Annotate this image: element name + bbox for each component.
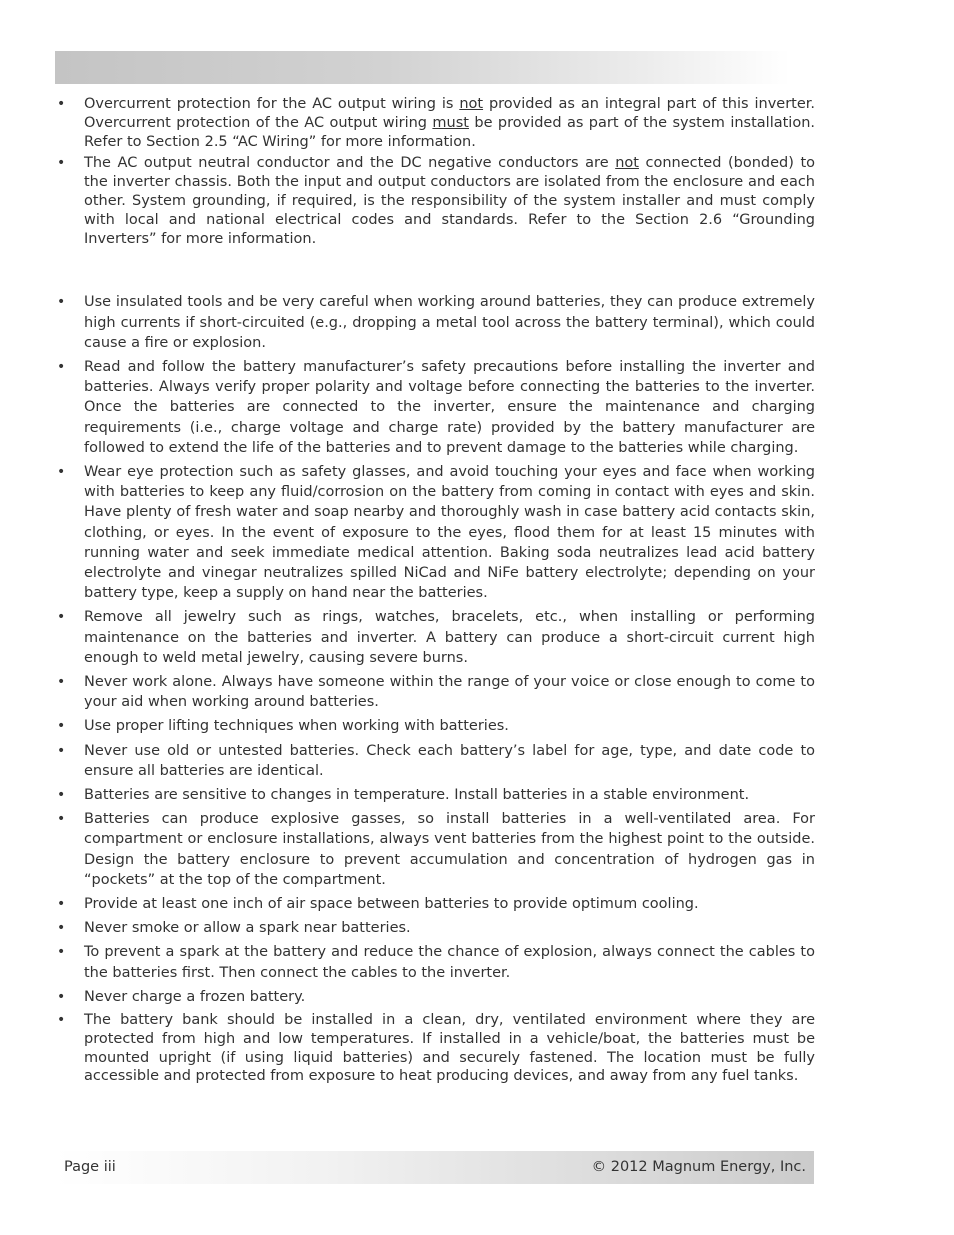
list-item: • Never use old or untested batteries. Check each battery’s label for age, type, and date code to ensure all batteries are identical. bbox=[55, 741, 815, 781]
list-item: • The AC output neutral conductor and the DC negative conductors are not connected (bonded) to the inverter chassis. Both the input and output conductors are isolated from the enclosure and each other. System grounding, if required, is the responsibility of the system installer and must comply with local and national electrical codes and standards. Refer to the Section 2.6 “Grounding Inverters” for more information. bbox=[55, 154, 815, 248]
emphasis-underline: not bbox=[459, 96, 484, 112]
list-item: • The battery bank should be installed in a clean, dry, ventilated environment where they are protected from high and low temperatures. If installed in a vehicle/boat, the batteries must be mounted upright (if using liquid batteries) and securely fastened. The location must be fully accessible and protected from exposure to heat producing devices, and away from any fuel tanks. bbox=[55, 1011, 815, 1086]
ac-wiring-notes-list bbox=[55, 95, 815, 248]
page-content bbox=[55, 95, 815, 1086]
emphasis-underline: must bbox=[432, 114, 469, 131]
list-item: • Batteries are sensitive to changes in temperature. Install batteries in a stable environment. bbox=[55, 785, 815, 805]
list-item: • Read and follow the battery manufacturer’s safety precautions before installing the inverter and batteries. Always verify proper polarity and voltage before connecting the batteries to the inverter. Once the batteries are connected to the inverter, ensure the maintenance and charging requirements (i.e., charge voltage and charge rate) provided by the battery manufacturer are followed to extend the life of the batteries and to prevent damage to the batteries while charging. bbox=[55, 357, 815, 458]
list-item: • Use insulated tools and be very careful when working around batteries, they can produce extremely high currents if short-circuited (e.g., dropping a metal tool across the battery terminal), which could cause a fire or explosion. bbox=[55, 292, 815, 353]
page-number: Page iii bbox=[64, 1159, 116, 1175]
list-item: • Remove all jewelry such as rings, watches, bracelets, etc., when installing or performing maintenance on the batteries and inverter. A battery can produce a short-circuit current high enough to weld metal jewelry, causing severe burns. bbox=[55, 607, 815, 668]
list-item: • Never smoke or allow a spark near batteries. bbox=[55, 918, 815, 938]
list-item: • To prevent a spark at the battery and reduce the chance of explosion, always connect the cables to the batteries first. Then connect the cables to the inverter. bbox=[55, 942, 815, 982]
list-item: • Never work alone. Always have someone within the range of your voice or close enough to come to your aid when working around batteries. bbox=[55, 672, 815, 712]
header-bar bbox=[55, 51, 790, 84]
list-item: • Use proper lifting techniques when working with batteries. bbox=[55, 716, 815, 736]
list-item: • Never charge a frozen battery. bbox=[55, 987, 815, 1007]
list-item: • Provide at least one inch of air space between batteries to provide optimum cooling. bbox=[55, 894, 815, 914]
copyright-notice: © 2012 Magnum Energy, Inc. bbox=[591, 1159, 806, 1175]
list-item: • Batteries can produce explosive gasses, so install batteries in a well-ventilated area. For compartment or enclosure installations, always vent batteries from the highest point to the outside. Design the battery enclosure to prevent accumulation and concentration of hydrogen gas in “pockets” at the top of the compartment. bbox=[55, 809, 815, 890]
list-item: • Overcurrent protection for the AC output wiring is not provided as an integral part of this inverter. Overcurrent protection of the AC output wiring must be provided as part of the system installation. Refer to Section 2.5 “AC Wiring” for more information. bbox=[55, 95, 815, 151]
footer-bar bbox=[55, 1151, 814, 1184]
emphasis-underline: not bbox=[615, 155, 639, 172]
section-spacer bbox=[55, 251, 815, 292]
battery-safety-list-final bbox=[55, 1011, 815, 1086]
battery-safety-list bbox=[55, 292, 815, 1007]
list-item: • Wear eye protection such as safety glasses, and avoid touching your eyes and face when working with batteries to keep any fluid/corrosion on the battery from coming in contact with eyes and skin. Have plenty of fresh water and soap nearby and thoroughly wash in case battery acid contacts skin, clothing, or eyes. In the event of exposure to the eyes, flood them for at least 15 minutes with running water and seek immediate medical attention. Baking soda neutralizes lead acid battery electrolyte and vinegar neutralizes spilled NiCad and NiFe battery electrolyte; depending on your battery type, keep a supply on hand near the batteries. bbox=[55, 462, 815, 603]
